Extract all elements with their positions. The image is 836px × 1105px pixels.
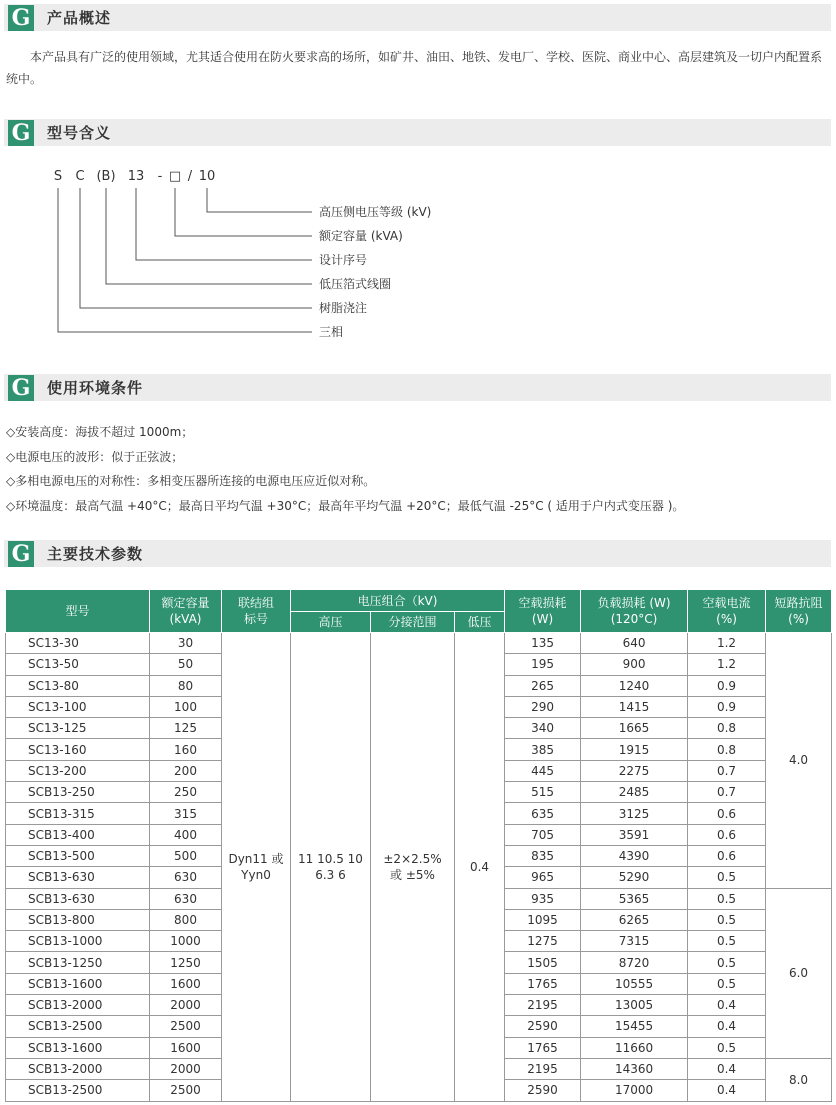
condition-item: ◇环境温度：最高气温 +40°C；最高日平均气温 +30°C；最高年平均气温 +20°C；最低气温 -25°C ( 适用于户内式变压器 )。 [6, 498, 685, 513]
section-header-model-meaning [4, 119, 831, 146]
spec-table [5, 589, 832, 1102]
cell-no-load-current: 0.9 [688, 675, 766, 696]
cell-no-load-current: 0.5 [688, 931, 766, 952]
cell-model: SCB13-630 [6, 867, 150, 888]
cell-merged-tap-text: ±2×2.5% 或 ±5% [383, 851, 442, 882]
cell-no-load-current: 0.7 [688, 760, 766, 781]
cell-no-load-loss: 1275 [505, 931, 581, 952]
cell-no-load-loss: 1095 [505, 909, 581, 930]
cell-load-loss: 10555 [581, 973, 688, 994]
cell-load-loss: 3591 [581, 824, 688, 845]
cell-model: SC13-160 [6, 739, 150, 760]
cell-capacity: 200 [150, 760, 222, 781]
cell-no-load-loss: 340 [505, 718, 581, 739]
cell-model: SCB13-1600 [6, 973, 150, 994]
cell-no-load-current: 0.5 [688, 909, 766, 930]
model-code-char: S [53, 169, 63, 184]
cell-no-load-loss: 445 [505, 760, 581, 781]
header-load-loss [581, 590, 688, 633]
cell-no-load-loss: 705 [505, 824, 581, 845]
cell-load-loss: 7315 [581, 931, 688, 952]
section-g-icon: G [8, 375, 34, 401]
cell-merged-hv [291, 633, 371, 1102]
cell-no-load-loss: 2590 [505, 1080, 581, 1101]
cell-capacity: 80 [150, 675, 222, 696]
cell-capacity: 1600 [150, 1037, 222, 1058]
cell-no-load-loss: 2195 [505, 995, 581, 1016]
cell-no-load-loss: 1765 [505, 973, 581, 994]
cell-merged-lv [455, 633, 505, 1102]
cell-capacity: 125 [150, 718, 222, 739]
cell-no-load-current: 0.5 [688, 952, 766, 973]
cell-model: SCB13-2000 [6, 995, 150, 1016]
cell-model: SCB13-800 [6, 909, 150, 930]
cell-capacity: 2000 [150, 995, 222, 1016]
header-no-load-current [688, 590, 766, 633]
cell-load-loss: 11660 [581, 1037, 688, 1058]
condition-item: ◇安装高度：海拔不超过 1000m； [6, 425, 194, 439]
cell-merged-connection [222, 633, 291, 1102]
header-capacity-text: 额定容量 (kVA) [161, 596, 210, 626]
cell-load-loss: 13005 [581, 995, 688, 1016]
cell-no-load-current: 0.6 [688, 824, 766, 845]
cell-no-load-current: 0.4 [688, 1080, 766, 1101]
cell-load-loss: 8720 [581, 952, 688, 973]
cell-capacity: 630 [150, 888, 222, 909]
cell-no-load-current: 0.5 [688, 867, 766, 888]
cell-capacity: 30 [150, 633, 222, 654]
cell-load-loss: 1240 [581, 675, 688, 696]
cell-no-load-loss: 965 [505, 867, 581, 888]
model-code-label: 额定容量 (kVA) [319, 229, 403, 243]
cell-capacity: 2000 [150, 1058, 222, 1079]
cell-model: SC13-125 [6, 718, 150, 739]
cell-impedance: 6.0 [766, 888, 832, 1058]
cell-merged-connection-text: Dyn11 或 Yyn0 [228, 851, 284, 882]
header-no-load-loss [505, 590, 581, 633]
cell-model: SCB13-2000 [6, 1058, 150, 1079]
cell-capacity: 800 [150, 909, 222, 930]
cell-merged-tap [371, 633, 455, 1102]
header-voltage-group: 电压组合（kV) [291, 590, 505, 612]
cell-model: SCB13-250 [6, 782, 150, 803]
cell-load-loss: 2275 [581, 760, 688, 781]
model-code-char: - [157, 169, 163, 184]
overview-paragraph [6, 46, 828, 90]
cell-capacity: 100 [150, 696, 222, 717]
header-connection-text: 联结组 标号 [237, 596, 274, 626]
cell-load-loss: 5365 [581, 888, 688, 909]
cell-no-load-loss: 265 [505, 675, 581, 696]
cell-load-loss: 640 [581, 633, 688, 654]
model-code-char: □ [168, 169, 182, 184]
model-code-label: 三相 [319, 325, 344, 339]
section-g-icon: G [8, 5, 34, 31]
cell-model: SCB13-630 [6, 888, 150, 909]
section-header-specs [4, 540, 831, 567]
header-hv: 高压 [291, 612, 371, 633]
cell-no-load-current: 0.6 [688, 803, 766, 824]
header-load-loss-text: 负载损耗 (W) (120°C) [597, 596, 671, 626]
cell-no-load-current: 0.8 [688, 718, 766, 739]
cell-model: SCB13-1600 [6, 1037, 150, 1058]
cell-model: SC13-100 [6, 696, 150, 717]
cell-no-load-current: 0.5 [688, 973, 766, 994]
cell-no-load-loss: 1505 [505, 952, 581, 973]
header-impedance-text: 短路抗阻 (%) [774, 596, 823, 626]
cell-load-loss: 14360 [581, 1058, 688, 1079]
cell-load-loss: 3125 [581, 803, 688, 824]
cell-capacity: 630 [150, 867, 222, 888]
cell-impedance: 8.0 [766, 1058, 832, 1101]
header-capacity [150, 590, 222, 633]
cell-model: SCB13-1250 [6, 952, 150, 973]
cell-no-load-current: 0.8 [688, 739, 766, 760]
model-code-label: 低压箔式线圈 [319, 277, 392, 291]
cell-model: SCB13-315 [6, 803, 150, 824]
cell-capacity: 50 [150, 654, 222, 675]
cell-capacity: 160 [150, 739, 222, 760]
model-code-label: 设计序号 [319, 253, 368, 267]
cell-model: SC13-80 [6, 675, 150, 696]
cell-merged-lv-text: 0.4 [469, 859, 490, 874]
section-title: 型号含义 [47, 124, 112, 142]
cell-no-load-loss: 935 [505, 888, 581, 909]
cell-load-loss: 5290 [581, 867, 688, 888]
header-no-load-current-text: 空载电流 (%) [702, 596, 751, 626]
model-code-char: 13 [127, 169, 145, 184]
cell-load-loss: 6265 [581, 909, 688, 930]
section-header-overview [4, 4, 831, 31]
cell-capacity: 2500 [150, 1080, 222, 1101]
cell-no-load-loss: 515 [505, 782, 581, 803]
cell-no-load-loss: 385 [505, 739, 581, 760]
cell-merged-hv-text: 11 10.5 10 6.3 6 [298, 851, 363, 882]
cell-model: SCB13-500 [6, 845, 150, 866]
cell-model: SCB13-2500 [6, 1016, 150, 1037]
cell-load-loss: 17000 [581, 1080, 688, 1101]
cell-capacity: 2500 [150, 1016, 222, 1037]
cell-no-load-current: 0.4 [688, 995, 766, 1016]
section-header-conditions [4, 374, 831, 401]
cell-no-load-loss: 635 [505, 803, 581, 824]
cell-no-load-current: 1.2 [688, 633, 766, 654]
model-code-connector-line [80, 188, 312, 308]
cell-no-load-current: 0.9 [688, 696, 766, 717]
cell-no-load-loss: 195 [505, 654, 581, 675]
cell-capacity: 500 [150, 845, 222, 866]
cell-load-loss: 4390 [581, 845, 688, 866]
cell-model: SCB13-1000 [6, 931, 150, 952]
cell-no-load-current: 1.2 [688, 654, 766, 675]
model-code-connector-line [207, 188, 312, 212]
cell-capacity: 1250 [150, 952, 222, 973]
cell-load-loss: 2485 [581, 782, 688, 803]
cell-capacity: 1600 [150, 973, 222, 994]
header-no-load-loss-text: 空载损耗 (W) [518, 596, 567, 626]
cell-capacity: 400 [150, 824, 222, 845]
cell-model: SC13-30 [6, 633, 150, 654]
cell-capacity: 315 [150, 803, 222, 824]
condition-item: ◇电源电压的波形：似于正弦波； [6, 449, 184, 464]
model-code-char: (B) [96, 169, 116, 184]
cell-capacity: 1000 [150, 931, 222, 952]
cell-load-loss: 1415 [581, 696, 688, 717]
cell-no-load-current: 0.4 [688, 1058, 766, 1079]
cell-load-loss: 900 [581, 654, 688, 675]
model-code-char: 10 [198, 169, 216, 184]
cell-no-load-loss: 135 [505, 633, 581, 654]
condition-item: ◇多相电源电压的对称性：多相变压器所连接的电源电压应近似对称。 [6, 474, 376, 488]
model-code-label: 高压侧电压等级 (kV) [319, 205, 432, 219]
cell-model: SC13-200 [6, 760, 150, 781]
section-g-icon: G [8, 120, 34, 146]
cell-model: SC13-50 [6, 654, 150, 675]
cell-model: SCB13-2500 [6, 1080, 150, 1101]
section-g-icon: G [8, 541, 34, 567]
cell-impedance: 4.0 [766, 633, 832, 889]
cell-no-load-loss: 835 [505, 845, 581, 866]
header-connection [222, 590, 291, 633]
model-code-connector-line [136, 188, 312, 260]
model-code-char: / [187, 169, 193, 184]
model-code-char: C [75, 169, 85, 184]
model-code-diagram [0, 160, 836, 350]
header-impedance [766, 590, 832, 633]
overview-text: 本产品具有广泛的使用领域，尤其适合使用在防火要求高的场所，如矿井、油田、地铁、发电厂、学校、医院、商业中心、高层建筑及一切户内配置系统中。 [6, 50, 823, 86]
cell-load-loss: 15455 [581, 1016, 688, 1037]
table-row [6, 633, 832, 654]
cell-no-load-loss: 1765 [505, 1037, 581, 1058]
cell-load-loss: 1915 [581, 739, 688, 760]
cell-no-load-loss: 290 [505, 696, 581, 717]
header-tap: 分接范围 [371, 612, 455, 633]
cell-model: SCB13-400 [6, 824, 150, 845]
conditions-list [6, 420, 684, 518]
section-title: 产品概述 [47, 9, 112, 27]
section-title: 主要技术参数 [47, 545, 144, 563]
cell-no-load-loss: 2195 [505, 1058, 581, 1079]
cell-capacity: 250 [150, 782, 222, 803]
cell-no-load-current: 0.4 [688, 1016, 766, 1037]
cell-no-load-current: 0.7 [688, 782, 766, 803]
cell-no-load-current: 0.5 [688, 888, 766, 909]
model-code-label: 树脂浇注 [319, 301, 368, 315]
cell-no-load-current: 0.6 [688, 845, 766, 866]
header-model: 型号 [6, 590, 150, 633]
cell-no-load-loss: 2590 [505, 1016, 581, 1037]
cell-load-loss: 1665 [581, 718, 688, 739]
cell-no-load-current: 0.5 [688, 1037, 766, 1058]
spec-table-body [6, 633, 832, 1102]
section-title: 使用环境条件 [47, 379, 144, 397]
header-lv: 低压 [455, 612, 505, 633]
